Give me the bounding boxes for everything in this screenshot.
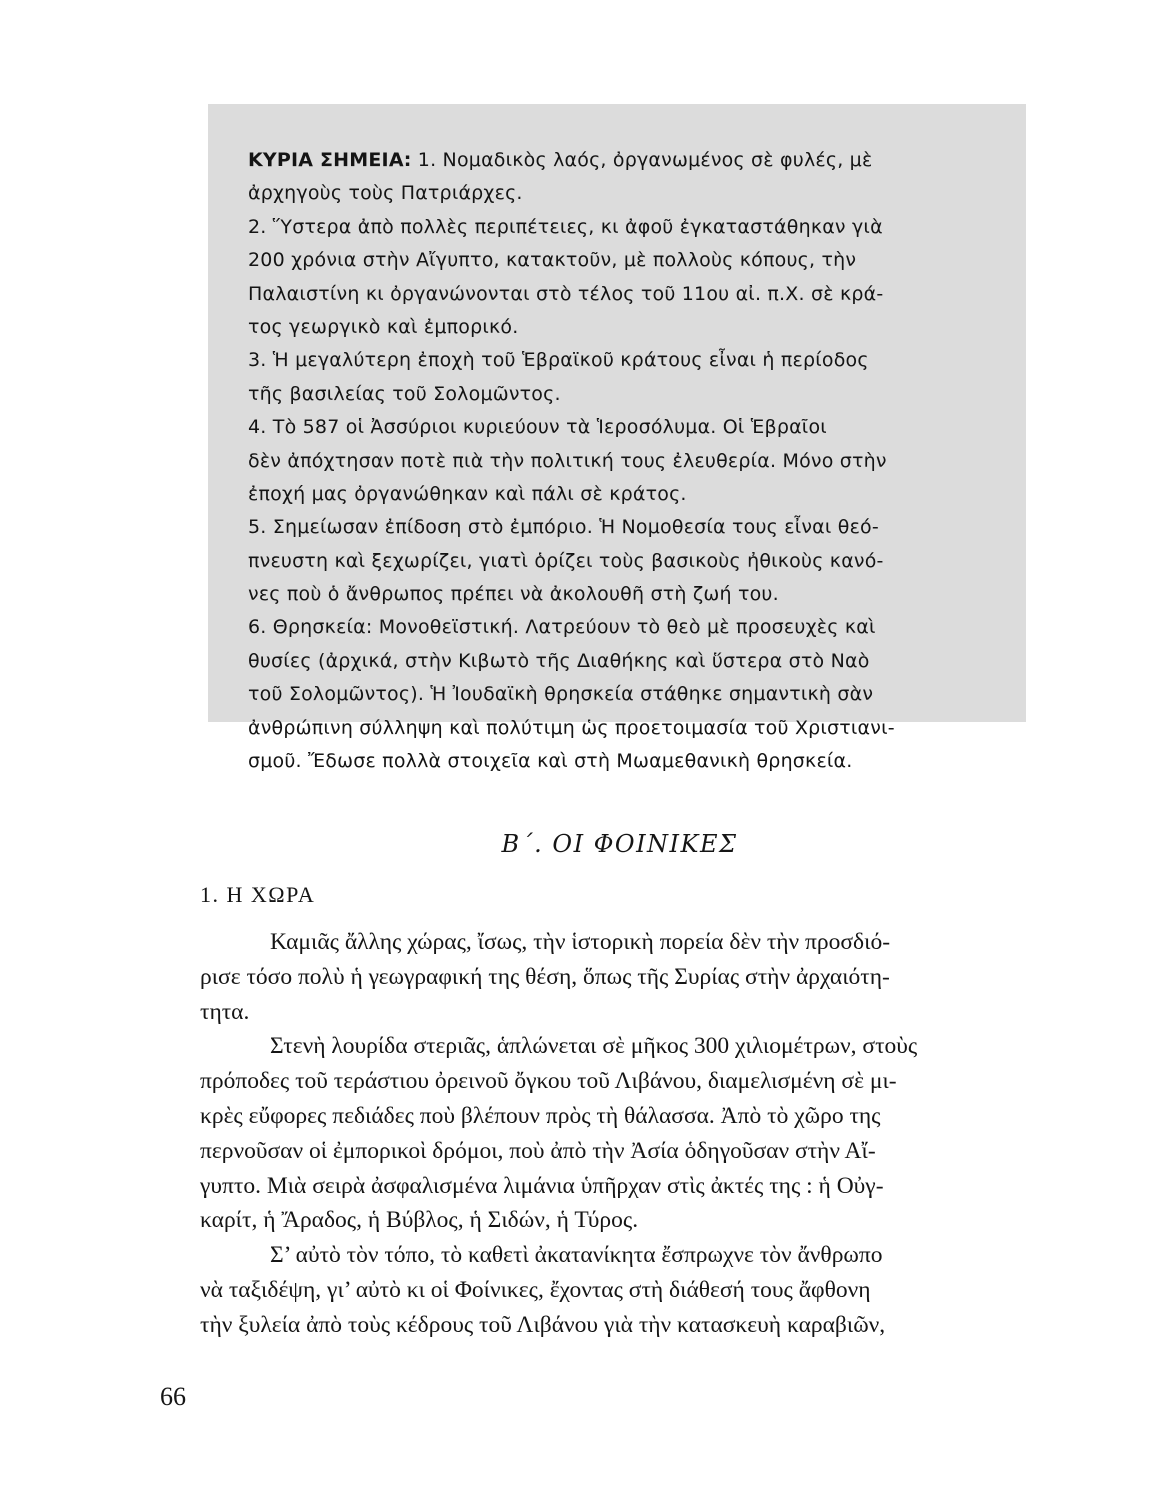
body-line: Καμιᾶς ἄλλης χώρας, ἴσως, τὴν ἱστορικὴ πορεία δὲν τὴν προσδιό- [270, 929, 891, 955]
body-line: ρισε τόσο πολὺ ἡ γεωγραφική της θέση, ὅπως τῆς Συρίας στὴν ἀρχαιότη- [200, 963, 890, 990]
body-line: περνοῦσαν οἱ ἐμπορικοὶ δρόμοι, ποὺ ἀπὸ τὴν Ἀσία ὁδηγοῦσαν στὴν Αἴ- [200, 1137, 876, 1164]
summary-line: 200 χρόνια στὴν Αἴγυπτο, κατακτοῦν, μὲ πολλοὺς κόπους, τὴν [248, 249, 857, 272]
body-line: νὰ ταξιδέψη, γι’ αὐτὸ κι οἱ Φοίνικες, ἔχοντας στὴ διάθεσή τους ἄφθονη [200, 1276, 871, 1303]
summary-line: τῆς βασιλείας τοῦ Σολομῶντος. [248, 382, 561, 405]
body-line: τὴν ξυλεία ἀπὸ τοὺς κέδρους τοῦ Λιβάνου γιὰ τὴν κατασκευὴ καραβιῶν, [200, 1311, 886, 1338]
summary-line: Παλαιστίνη κι ὀργανώνονται στὸ τέλος τοῦ 11ου αἰ. π.Χ. σὲ κρά- [248, 282, 884, 305]
body-text [200, 925, 1034, 1343]
body-line: κρὲς εὔφορες πεδιάδες ποὺ βλέπουν πρὸς τὴ θάλασσα. Ἀπὸ τὸ χῶρο της [200, 1102, 881, 1129]
body-line: πρόποδες τοῦ τεράστιου ὀρεινοῦ ὄγκου τοῦ Λιβάνου, διαμελισμένη σὲ μι- [200, 1068, 897, 1095]
summary-line: 5. Σημείωσαν ἐπίδοση στὸ ἐμπόριο. Ἡ Νομοθεσία τους εἶναι θεό- [248, 516, 879, 539]
summary-box [208, 104, 1026, 773]
page-number: 66 [160, 1382, 186, 1411]
summary-line: 2. Ὕστερα ἀπὸ πολλὲς περιπέτειες, κι ἀφοῦ ἐγκαταστάθηκαν γιὰ [248, 215, 883, 238]
summary-text: 1. Νομαδικὸς λαός, ὀργανωμένος σὲ φυλές, μὲ [411, 149, 873, 171]
summary-line: 4. Τὸ 587 οἱ Ἀσσύριοι κυριεύουν τὰ Ἱεροσόλυμα. Οἱ Ἑβραῖοι [248, 416, 827, 439]
summary-line: ἀνθρώπινη σύλληψη καὶ πολύτιμη ὡς προετοιμασία τοῦ Χριστιανι- [248, 716, 895, 739]
summary-heading: ΚΥΡΙΑ ΣΗΜΕΙΑ: [248, 149, 412, 171]
body-line: καρίτ, ἡ Ἄραδος, ἡ Βύβλος, ἡ Σιδών, ἡ Τύρος. [200, 1207, 639, 1234]
subsection-title: 1. Η ΧΩΡΑ [200, 882, 316, 907]
summary-line: τοῦ Σολομῶντος). Ἡ Ἰουδαϊκὴ θρησκεία στάθηκε σημαντικὴ σὰν [248, 683, 874, 706]
summary-line: σμοῦ. Ἔδωσε πολλὰ στοιχεῖα καὶ στὴ Μωαμεθανικὴ θρησκεία. [248, 750, 853, 773]
summary-line: θυσίες (ἀρχικά, στὴν Κιβωτὸ τῆς Διαθήκης καὶ ὕστερα στὸ Ναὸ [248, 649, 870, 672]
body-line: τητα. [200, 998, 250, 1025]
summary-line: 6. Θρησκεία: Μονοθεϊστική. Λατρεύουν τὸ θεὸ μὲ προσευχὲς καὶ [248, 616, 876, 639]
summary-line [248, 144, 1026, 177]
summary-line: νες ποὺ ὁ ἄνθρωπος πρέπει νὰ ἀκολουθῆ στὴ ζωή του. [248, 583, 779, 606]
summary-line: 3. Ἡ μεγαλύτερη ἐποχὴ τοῦ Ἑβραϊκοῦ κράτους εἶναι ἡ περίοδος [248, 349, 869, 372]
section-title: Β΄. ΟΙ ΦΟΙΝΙΚΕΣ [501, 830, 738, 858]
summary-line: ἀρχηγοὺς τοὺς Πατριάρχες. [248, 182, 523, 205]
body-line: Στενὴ λουρίδα στεριᾶς, ἁπλώνεται σὲ μῆκος 300 χιλιομέτρων, στοὺς [270, 1033, 918, 1060]
body-line: Σ’ αὐτὸ τὸν τόπο, τὸ καθετὶ ἀκατανίκητα ἔσπρωχνε τὸν ἄνθρωπο [270, 1242, 883, 1269]
summary-line: ἐποχή μας ὀργανώθηκαν καὶ πάλι σὲ κράτος. [248, 482, 687, 505]
body-line: γυπτο. Μιὰ σειρὰ ἀσφαλισμένα λιμάνια ὑπῆρχαν στὶς ἀκτές της : ἡ Οὐγ- [200, 1172, 884, 1199]
summary-line: τος γεωργικὸ καὶ ἐμπορικό. [248, 315, 519, 338]
summary-line: πνευστη καὶ ξεχωρίζει, γιατὶ ὁρίζει τοὺς βασικοὺς ἠθικοὺς κανό- [248, 549, 884, 572]
summary-line: δὲν ἀπόχτησαν ποτὲ πιὰ τὴν πολιτική τους ἐλευθερία. Μόνο στὴν [248, 449, 887, 472]
